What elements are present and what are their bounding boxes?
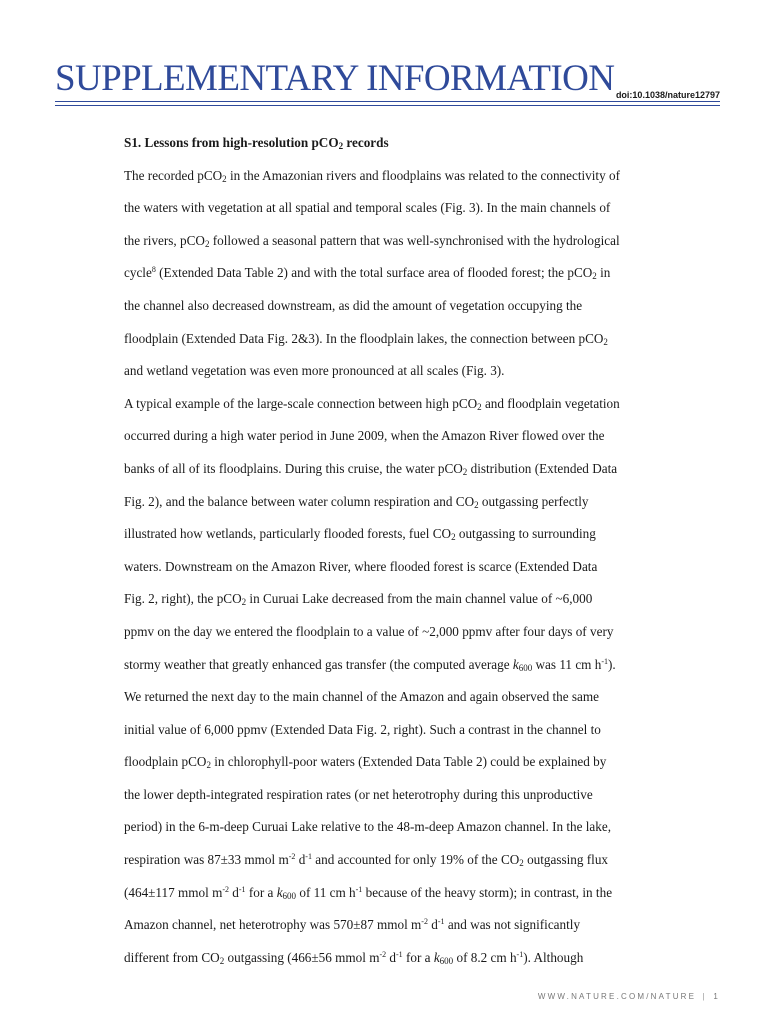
text-line: Amazon channel, net heterotrophy was 570±87 mmol $m^{-2}$ $d^{-1}$ and was not significantly <box>124 917 581 933</box>
text-line: and wetland vegetation was even more pronounced at all scales (Fig. 3). <box>124 363 505 379</box>
text-line: the channel also decreased downstream, as did the amount of vegetation occupying the <box>124 297 583 313</box>
header-rule-bottom <box>55 105 720 106</box>
text-line: the waters with vegetation at all spatial and temporal scales (Fig. 3). In the main channels of <box>124 200 611 216</box>
text-line: waters. Downstream on the Amazon River, where flooded forest is scarce (Extended Data <box>124 558 598 574</box>
text-line: We returned the next day to the main channel of the Amazon and again observed the same <box>124 689 599 705</box>
text-line: occurred during a high water period in June 2009, when the Amazon River flowed over the <box>124 428 605 444</box>
page-number: 1 <box>713 992 720 1001</box>
text-line: Fig. 2, right), the pCO$_2$ in Curuai Lake decreased from the main channel value of ~6,000 <box>124 591 593 608</box>
text-line: the rivers, pCO$_2$ followed a seasonal pattern that was well-synchronised with the hydrological <box>124 232 620 249</box>
text-line: stormy weather that greatly enhanced gas transfer (the computed average $k_{600}$ was 11 cm $h^{-1}$). <box>124 656 616 673</box>
text-line: floodplain pCO$_2$ in chlorophyll-poor waters (Extended Data Table 2) could be explained by <box>124 754 607 771</box>
text-line: cycle$^8$ (Extended Data Table 2) and with the total surface area of flooded forest; the pCO$_2$ in <box>124 265 611 282</box>
footer-separator: | <box>702 992 707 1001</box>
text-line: period) in the 6-m-deep Curuai Lake relative to the 48-m-deep Amazon channel. In the lake, <box>124 819 612 835</box>
text-line: ppmv on the day we entered the floodplain to a value of ~2,000 ppmv after four days of very <box>124 623 614 639</box>
text-line: floodplain (Extended Data Fig. 2&3). In the floodplain lakes, the connection between pCO$_2$ <box>124 330 608 347</box>
text-line: different from $CO_2$ outgassing (466±56 mmol $m^{-2}$ $d^{-1}$ for a $k_{600}$ of 8.2 cm $h^{-1}$). Although <box>124 949 584 966</box>
text-line: the lower depth-integrated respiration rates (or net heterotrophy during this unproductive <box>124 786 593 802</box>
header-rule-top <box>55 101 720 102</box>
text-line: Fig. 2), and the balance between water column respiration and $CO_2$ outgassing perfectly <box>124 493 589 510</box>
text-line: The recorded pCO$_2$ in the Amazonian rivers and floodplains was related to the connectivity of <box>124 167 620 184</box>
text-line: illustrated how wetlands, particularly flooded forests, fuel $CO_2$ outgassing to surrounding <box>124 526 596 543</box>
text-line: A typical example of the large-scale connection between high pCO$_2$ and floodplain vegetation <box>124 395 620 412</box>
page-footer <box>538 992 720 1001</box>
text-line: banks of all of its floodplains. During this cruise, the water pCO$_2$ distribution (Extended Data <box>124 460 618 477</box>
page-title: SUPPLEMENTARY INFORMATION <box>55 58 615 99</box>
footer-site-link[interactable]: WWW.NATURE.COM/NATURE <box>537 992 697 1001</box>
body-text <box>124 127 649 974</box>
doi: doi:10.1038/nature12797 <box>615 90 720 100</box>
text-line: initial value of 6,000 ppmv (Extended Data Fig. 2, right). Such a contrast in the channel to <box>124 721 601 737</box>
text-line: (464±117 mmol $m^{-2}$ $d^{-1}$ for a $k_{600}$ of 11 cm $h^{-1}$ because of the heavy storm); in contrast, in the <box>124 884 613 901</box>
text-line: respiration was 87±33 mmol $m^{-2}$ $d^{-1}$ and accounted for only 19% of the $CO_2$ outgassing flux <box>124 852 609 869</box>
section-heading: S1. Lessons from high-resolution pCO$_2$ records <box>124 135 389 151</box>
